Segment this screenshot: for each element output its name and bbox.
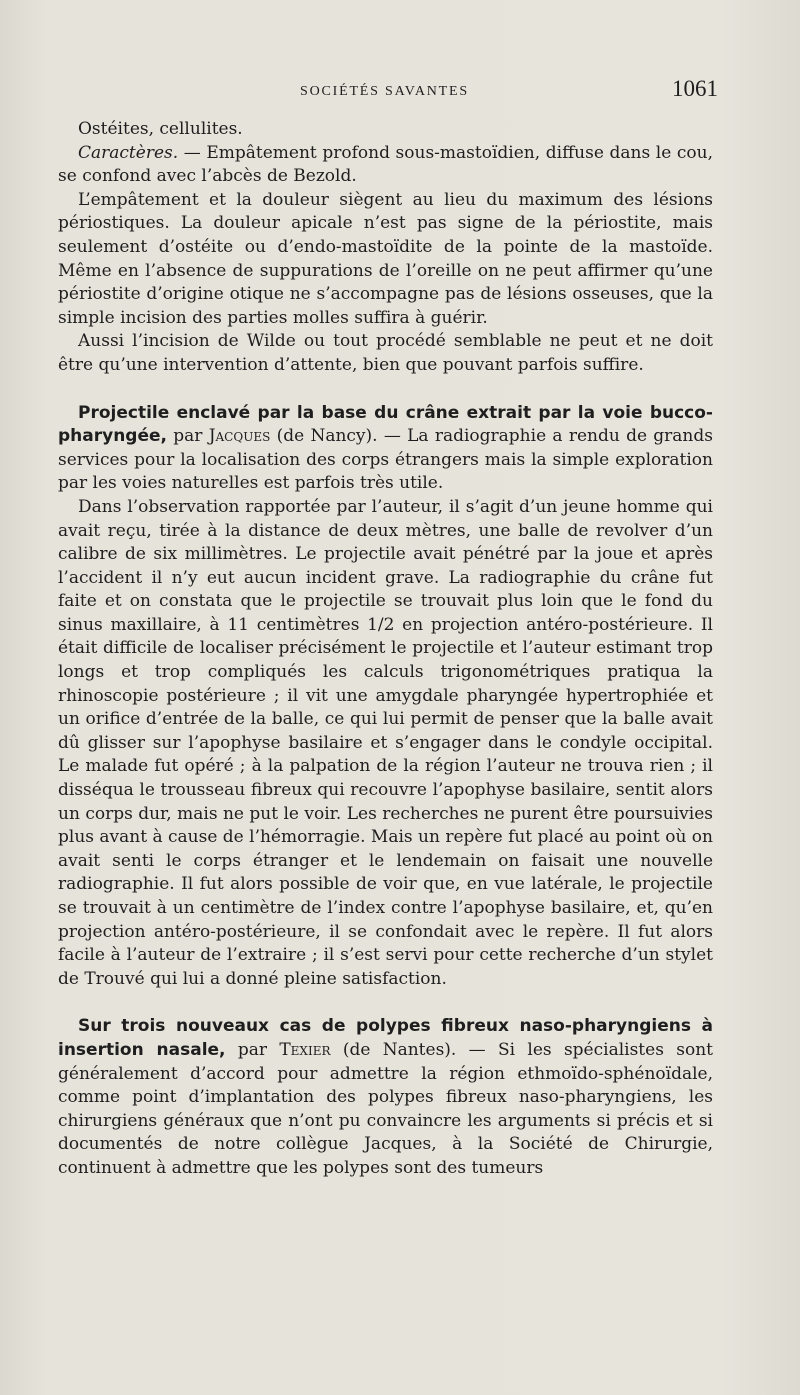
section1-paragraph-4: Aussi l’incision de Wilde ou tout procédé semblable ne peut et ne doit être qu’une intervention d’attente, bien que pouvant parfois suffire. bbox=[58, 331, 713, 375]
section3-place: (de Nantes). bbox=[330, 1039, 457, 1060]
section-spacer bbox=[58, 991, 713, 1015]
page-header bbox=[0, 78, 800, 108]
characteristics-label: Caractères. bbox=[78, 142, 179, 163]
running-title: SOCIÉTÉS SAVANTES bbox=[300, 84, 469, 99]
section2-intro-paragraph bbox=[58, 402, 713, 496]
section1-paragraph-3: L’empâtement et la douleur siègent au lieu du maximum des lésions périostiques. La douleur apicale n’est pas signe de la périostite, mais seulement d’ostéite ou d’endo-mastoïdite de la pointe de la mastoïde. Même en l’absence de suppurations de l’oreille on ne peut affirmer qu’une périostite d’origine otique ne s’accompagne pas de lésions osseuses, que la simple incision des parties molles suffira à guérir. bbox=[58, 189, 713, 328]
section2-author: Jacques bbox=[208, 426, 271, 447]
section2-observation-paragraph: Dans l’observation rapportée par l’auteur, il s’agit d’un jeune homme qui avait reçu, tirée à la distance de deux mètres, une balle de revolver d’un calibre de six millimètres. Le projectile avait pénétré par la joue et après l’accident il n’y eut aucun incident grave. La radiographie du crâne fut faite et on constata que le projectile se trouvait plus loin que le fond du sinus maxillaire, à 11 centimètres 1/2 en projection antéro-postérieure. Il était difficile de localiser précisément le projectile et l’auteur estimant trop longs et trop compliqués les calculs trigonométriques pratiqua la rhinoscopie postérieure ; il vit une amygdale pharyngée hypertrophiée et un orifice d’entrée de la balle, ce qui lui permit de penser que la balle avait dû glisser sur l’apophyse basilaire et s’engager dans le condyle occipital. Le malade fut opéré ; à la palpation de la région l’auteur ne trouva rien ; il disséqua le trousseau fibreux qui recouvre l’apophyse basilaire, sentit alors un corps dur, mais ne put le voir. Les recherches ne purent être poursuivies plus avant à cause de l’hémorragie. Mais un repère fut placé au point où on avait senti le corps étranger et le lendemain on faisait une nouvelle radiographie. Il fut alors possible de voir que, en vue latérale, le projectile se trouvait à un centimètre de l’index contre l’apophyse basilaire, et, qu’en projection antéro-postérieure, il se confondait avec le repère. Il fut alors facile à l’auteur de l’extraire ; il s’est servi pour cette recherche d’un stylet de Trouvé qui lui a donné pleine satisfaction. bbox=[58, 496, 713, 989]
section2-intro-text: — La radiographie a rendu de grands services pour la localisation des corps étrangers mais la simple exploration par les voies naturelles est parfois très utile. bbox=[58, 426, 713, 494]
section3-intro-paragraph bbox=[58, 1015, 713, 1180]
section1-characteristics-paragraph bbox=[58, 142, 713, 189]
section3-by: par bbox=[225, 1039, 280, 1060]
section2-place: (de Nancy). bbox=[270, 426, 378, 447]
section-spacer bbox=[58, 378, 713, 402]
section3-intro-text: — Si les spécialistes sont généralement d’accord pour admettre la région ethmoïdo-sphénoïdale, comme point d’implantation des polypes fibreux naso-pharyngiens, les chirurgiens généraux que n’ont pu convaincre les arguments si précis et si documentés de notre collègue Jacques, à la Société de Chirurgie, continuent à admettre que les polypes sont des tumeurs bbox=[58, 1039, 713, 1178]
section3-title: Sur trois nouveaux cas de polypes fibreux naso-pharyngiens à insertion nasale, bbox=[58, 1016, 713, 1060]
characteristics-text: — Empâtement profond sous-mastoïdien, diffuse dans le cou, se confond avec l’abcès de Bezold. bbox=[58, 142, 713, 187]
page-number: 1061 bbox=[672, 76, 718, 101]
section2-by: par bbox=[167, 426, 209, 447]
section2-title: Projectile enclavé par la base du crâne extrait par la voie bucco-pharyngée, bbox=[58, 402, 713, 447]
section1-subheading: Ostéites, cellulites. bbox=[78, 119, 243, 139]
section3-author: Texier bbox=[279, 1039, 331, 1060]
page-body bbox=[58, 118, 713, 1181]
